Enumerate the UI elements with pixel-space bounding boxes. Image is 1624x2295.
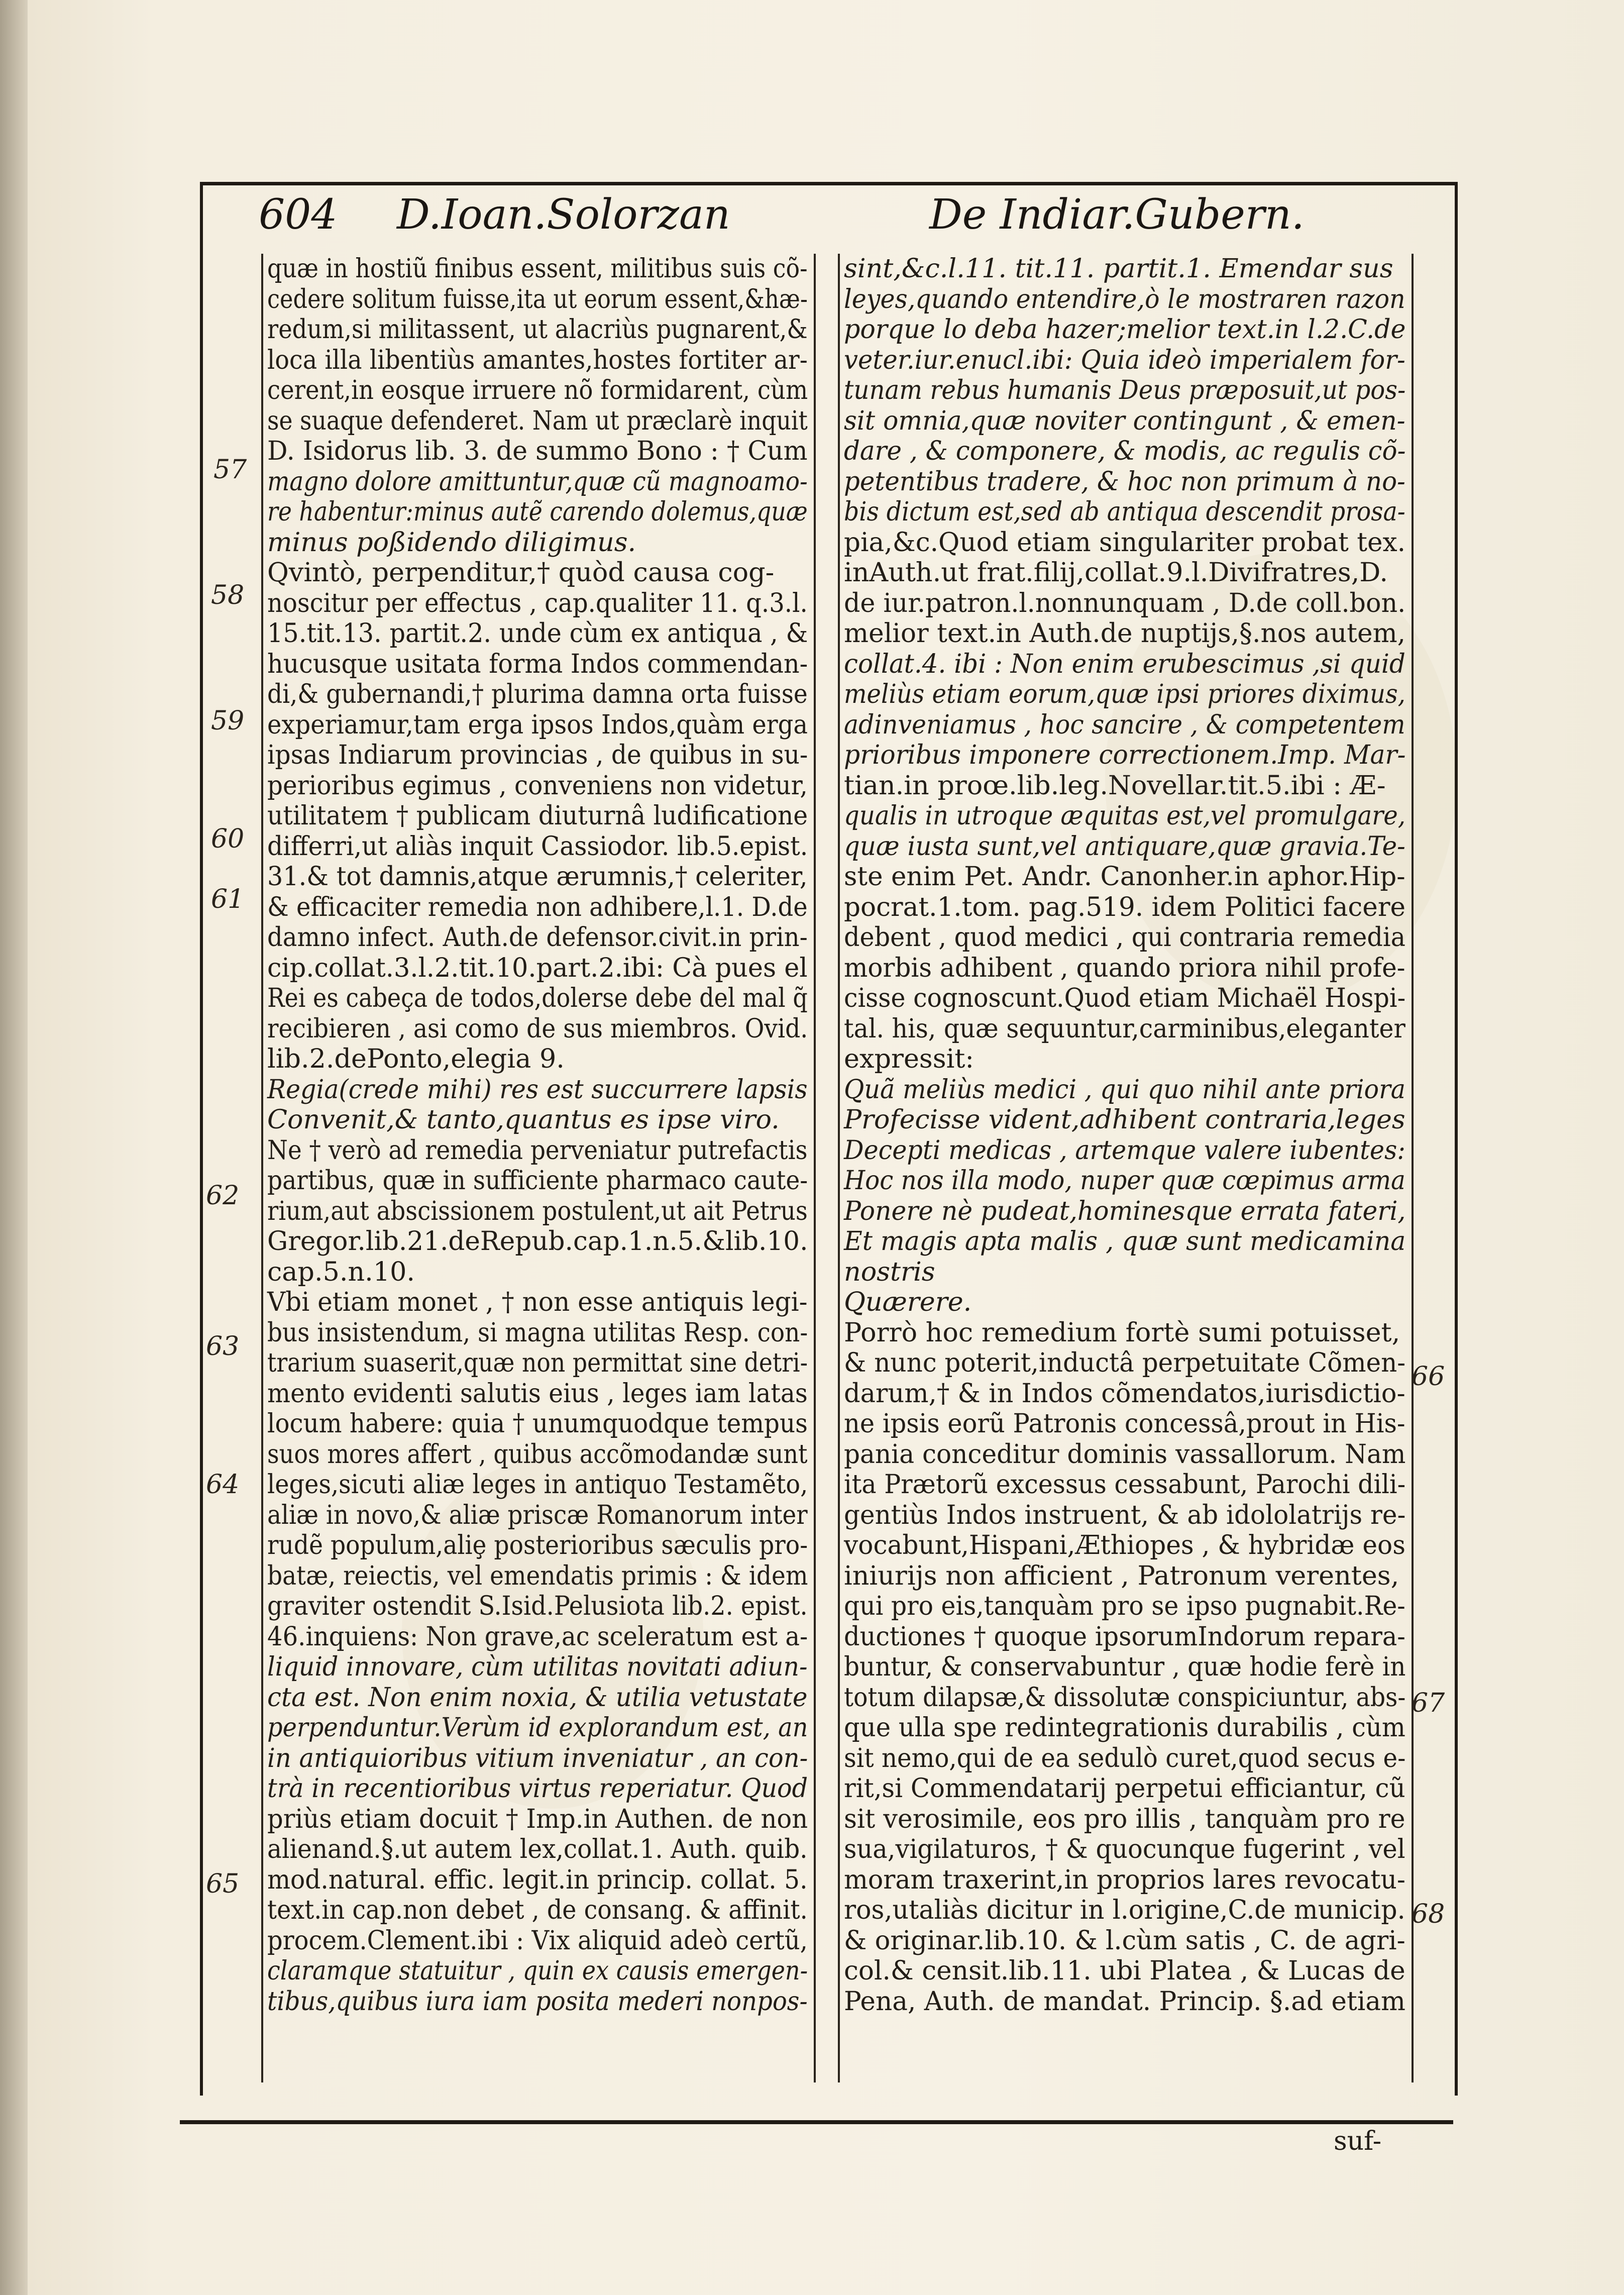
text-line: ne ipsis eorũ Patronis concessâ,prout in His- — [844, 1408, 1405, 1439]
bottom-rule — [180, 2120, 1453, 2124]
text-line: gentiùs Indos instruent, & ab idololatrijs re- — [844, 1499, 1406, 1530]
text-line: text.in cap.non debet , de consang. & affinit. — [267, 1895, 808, 1925]
text-line: Pena, Auth. de mandat. Princip. §.ad etiam — [844, 1986, 1405, 2017]
text-line: sit omnia,quæ noviter contingunt , & emen- — [844, 405, 1405, 436]
text-line: D. Isidorus lib. 3. de summo Bono : † Cum — [267, 436, 808, 466]
margin-number: 61 — [211, 884, 245, 914]
text-line: de iur.patron.l.nonnunquam , D.de coll.bon. — [844, 587, 1406, 618]
text-line: perioribus egimus , conveniens non videtur, — [267, 770, 808, 801]
text-line: rudẽ populum,aliȩ posterioribus sæculis pro- — [267, 1530, 808, 1560]
text-line: vocabunt,Hispani,Æthiopes , & hybridæ eos — [844, 1530, 1405, 1560]
text-line: ita Prætorũ excessus cessabunt, Parochi dili- — [844, 1469, 1406, 1500]
text-line: collat.4. ibi : Non enim erubescimus ,si quid — [844, 648, 1405, 679]
text-line: Quã meliùs medici , qui quo nihil ante priora — [844, 1074, 1405, 1105]
margin-number: 62 — [206, 1181, 240, 1211]
text-line: noscitur per effectus , cap.qualiter 11. q.3.l. — [267, 587, 808, 618]
text-line: loca illa libentiùs amantes,hostes fortiter ar- — [267, 344, 808, 375]
text-line: cta est. Non enim noxia, & utilia vetustate — [267, 1682, 808, 1713]
text-line: nostris — [844, 1256, 935, 1287]
text-line: ste enim Pet. Andr. Canonher.in aphor.Hip- — [844, 861, 1405, 892]
text-line: pania conceditur dominis vassallorum. Nam — [844, 1438, 1406, 1470]
text-line: alienand.§.ut autem lex,collat.1. Auth. quib. — [267, 1834, 808, 1864]
text-line: rium,aut abscissionem postulent,ut ait Petrus — [267, 1195, 808, 1226]
text-line: debent , quod medici , qui contraria remedia — [844, 922, 1405, 953]
text-line: cap.5.n.10. — [267, 1256, 415, 1287]
text-line: redum,si militassent, ut alacriùs pugnarent,& — [267, 314, 808, 345]
text-line: ros,utaliàs dicitur in l.origine,C.de municip. — [844, 1895, 1405, 1925]
text-line: claramque statuitur , quin ex causis emergen- — [267, 1955, 808, 1986]
text-line: partibus, quæ in sufficiente pharmaco caute- — [267, 1165, 808, 1196]
text-line: buntur, & conservabuntur , quæ hodie ferè in — [844, 1651, 1406, 1682]
text-line: Regia(crede mihi) res est succurrere lapsis — [267, 1074, 808, 1105]
text-line: prioribus imponere correctionem.Imp. Mar- — [844, 740, 1406, 770]
text-line: Ne † verò ad remedia perveniatur putrefactis — [267, 1134, 808, 1166]
text-line: 31.& tot damnis,atque ærumnis,† celeriter, — [267, 861, 808, 892]
text-line: aliæ in novo,& aliæ priscæ Romanorum inter — [267, 1499, 808, 1530]
text-line: quæ iusta sunt,vel antiquare,quæ gravia.Te- — [844, 830, 1405, 862]
text-line: tian.in proœ.lib.leg.Novellar.tit.5.ibi : Æ- — [844, 770, 1386, 801]
text-line: & nunc poterit,inductâ perpetuitate Cõmen- — [844, 1347, 1406, 1378]
margin-number: 57 — [213, 455, 247, 485]
text-line: cedere solitum fuisse,ita ut eorum essent,&hæ- — [267, 283, 808, 315]
text-line: re habentur:minus autẽ carendo dolemus,quæ — [267, 496, 808, 527]
right-text-column — [838, 254, 1414, 2082]
text-line: tal. his, quæ sequuntur,carminibus,eleganter — [844, 1013, 1405, 1044]
text-line: dare , & componere, & modis, ac regulis cõ- — [844, 436, 1406, 466]
text-line: & efficaciter remedia non adhibere,l.1. D.de — [267, 891, 808, 922]
margin-number: 66 — [1412, 1362, 1445, 1392]
text-line: cip.collat.3.l.2.tit.10.part.2.ibi: Cà pues el — [267, 952, 808, 983]
text-line: leyes,quando entendire,ò le mostraren razon — [844, 283, 1405, 315]
text-line: Hoc nos illa modo, nuper quæ cœpimus arma — [844, 1165, 1405, 1196]
text-line: moram traxerint,in proprios lares revocatu- — [844, 1864, 1405, 1895]
text-line: priùs etiam docuit † Imp.in Authen. de non — [267, 1803, 808, 1834]
text-line: 15.tit.13. partit.2. unde cùm ex antiqua , & — [267, 618, 808, 649]
text-line: Ponere nè pudeat,hominesque errata fateri, — [844, 1195, 1406, 1226]
text-line: Convenit,& tanto,quantus es ipse viro. — [267, 1104, 780, 1135]
margin-number: 60 — [211, 824, 245, 854]
text-line: pocrat.1.tom. pag.519. idem Politici facere — [844, 891, 1406, 922]
text-line: cerent,in eosque irruere nõ formidarent, cùm — [267, 375, 808, 405]
margin-number: 59 — [211, 706, 245, 736]
text-line: minus poßidendo diligimus. — [267, 527, 636, 558]
text-line: Rei es cabeça de todos,dolerse debe del mal q̃ — [267, 983, 808, 1013]
margin-number: 64 — [206, 1470, 240, 1500]
text-line: mod.natural. effic. legit.in princip. collat. 5. — [267, 1864, 808, 1895]
text-line: meliùs etiam eorum,quæ ipsi priores diximus, — [844, 679, 1405, 709]
catchword: suf- — [1334, 2126, 1382, 2156]
text-line: ductiones † quoque ipsorumIndorum repara- — [844, 1621, 1405, 1652]
text-line: qui pro eis,tanquàm pro se ipso pugnabit.Re- — [844, 1591, 1405, 1621]
text-line: petentibus tradere, & hoc non primum à no- — [844, 466, 1405, 497]
text-line: experiamur,tam erga ipsos Indos,quàm erga — [267, 709, 808, 740]
text-line: Qvintò, perpenditur,† quòd causa cog- — [267, 557, 775, 588]
text-line: expressit: — [844, 1044, 974, 1074]
left-text-column — [261, 254, 816, 2082]
text-line: magno dolore amittuntur,quæ cũ magnoamo- — [267, 466, 808, 497]
text-line: sint,&c.l.11. tit.11. partit.1. Emendar sus — [844, 254, 1393, 284]
text-line: locum habere: quia † unumquodque tempus — [267, 1408, 808, 1439]
text-line: se suaque defenderet. Nam ut præclarè inquit — [267, 405, 808, 436]
text-line: 46.inquiens: Non grave,ac sceleratum est a- — [267, 1621, 808, 1652]
text-line: rit,si Commendatarij perpetui efficiantur, cũ — [844, 1773, 1405, 1804]
text-line: leges,sicuti aliæ leges in antiquo Testamẽto, — [267, 1469, 808, 1500]
text-line: que ulla spe redintegrationis durabilis , cùm — [844, 1712, 1405, 1743]
running-title: De Indiar.Gubern. — [929, 191, 1305, 239]
text-line: Vbi etiam monet , † non esse antiquis legi- — [267, 1287, 808, 1317]
margin-number: 58 — [211, 580, 245, 610]
text-line: qualis in utroque æquitas est,vel promulgare, — [844, 800, 1406, 831]
text-line: Decepti medicas , artemque valere iubentes: — [844, 1134, 1405, 1166]
text-line: quæ in hostiũ finibus essent, militibus suis cõ- — [267, 254, 808, 284]
margin-number: 63 — [206, 1331, 240, 1362]
text-line: adinveniamus , hoc sancire , & competentem — [844, 709, 1405, 740]
text-line: trarium suaserit,quæ non permittat sine detri- — [267, 1347, 808, 1378]
text-line: ipsas Indiarum provincias , de quibus in su- — [267, 740, 808, 770]
text-line: Et magis apta malis , quæ sunt medicamina — [844, 1226, 1406, 1257]
text-line: in antiquioribus vitium inveniatur , an con- — [267, 1742, 808, 1774]
text-line: utilitatem † publicam diuturnâ ludificatione — [267, 800, 808, 831]
text-line: Porrò hoc remedium fortè sumi potuisset, — [844, 1317, 1400, 1348]
text-line: Profecisse vident,adhibent contraria,leges — [844, 1104, 1405, 1135]
text-line: tunam rebus humanis Deus præposuit,ut pos- — [844, 375, 1406, 405]
text-line: pia,&c.Quod etiam singulariter probat tex. — [844, 527, 1406, 558]
text-line: liquid innovare, cùm utilitas novitati adiun- — [267, 1651, 808, 1682]
text-line: damno infect. Auth.de defensor.civit.in prin- — [267, 922, 808, 953]
margin-number: 68 — [1412, 1899, 1445, 1929]
text-line: suos mores affert , quibus accõmodandæ sunt — [267, 1438, 808, 1470]
text-line: inAuth.ut frat.filij,collat.9.l.Divifratres,D. — [844, 557, 1388, 588]
text-line: veter.iur.enucl.ibi: Quia ideò imperialem for- — [844, 344, 1405, 375]
text-line: hucusque usitata forma Indos commendan- — [267, 648, 808, 679]
text-line: tibus,quibus iura iam posita mederi nonpos- — [267, 1986, 808, 2017]
text-line: graviter ostendit S.Isid.Pelusiota lib.2. epist. — [267, 1591, 808, 1621]
page-number: 604 — [259, 191, 338, 239]
running-author: D.Ioan.Solorzan — [397, 191, 730, 239]
text-line: porque lo deba hazer;melior text.in l.2.C.de — [844, 314, 1406, 345]
text-line: recibieren , asi como de sus miembros. Ovid. — [267, 1013, 808, 1044]
text-line: sit nemo,qui de ea sedulò curet,quod secus e- — [844, 1742, 1406, 1774]
text-line: Quærere. — [844, 1287, 972, 1317]
text-line: sua,vigilaturos, † & quocunque fugerint , vel — [844, 1834, 1405, 1864]
text-line: morbis adhibent , quando priora nihil profe- — [844, 952, 1405, 983]
text-line: mento evidenti salutis eius , leges iam latas — [267, 1378, 808, 1409]
margin-number: 65 — [206, 1869, 240, 1899]
text-line: melior text.in Auth.de nuptijs,§.nos autem, — [844, 618, 1406, 649]
margin-number: 67 — [1412, 1688, 1445, 1718]
text-line: batæ, reiectis, vel emendatis primis : & idem — [267, 1560, 808, 1591]
text-line: lib.2.dePonto,elegia 9. — [267, 1044, 565, 1074]
text-line: iniurijs non afficient , Patronum verentes, — [844, 1560, 1399, 1591]
text-line: bis dictum est,sed ab antiqua descendit prosa- — [844, 496, 1405, 527]
text-line: sit verosimile, eos pro illis , tanquàm pro re — [844, 1803, 1405, 1834]
text-line: perpenduntur.Verùm id explorandum est, an — [267, 1712, 808, 1743]
text-line: trà in recentioribus virtus reperiatur. Quod — [267, 1773, 808, 1804]
text-line: darum,† & in Indos cõmendatos,iurisdictio- — [844, 1378, 1405, 1409]
text-line: bus insistendum, si magna utilitas Resp. con- — [267, 1317, 808, 1348]
text-line: procem.Clement.ibi : Vix aliquid adeò certũ, — [267, 1925, 808, 1956]
text-line: Gregor.lib.21.deRepub.cap.1.n.5.&lib.10. — [267, 1226, 808, 1257]
text-line: col.& censit.lib.11. ubi Platea , & Lucas de — [844, 1955, 1405, 1986]
text-line: & originar.lib.10. & l.cùm satis , C. de agri- — [844, 1925, 1405, 1956]
text-line: differri,ut aliàs inquit Cassiodor. lib.5.epist. — [267, 830, 808, 862]
text-line: totum dilapsæ,& dissolutæ conspiciuntur, abs- — [844, 1682, 1406, 1713]
text-line: cisse cognoscunt.Quod etiam Michaël Hospi- — [844, 983, 1406, 1013]
text-line: di,& gubernandi,† plurima damna orta fuisse — [267, 679, 808, 709]
